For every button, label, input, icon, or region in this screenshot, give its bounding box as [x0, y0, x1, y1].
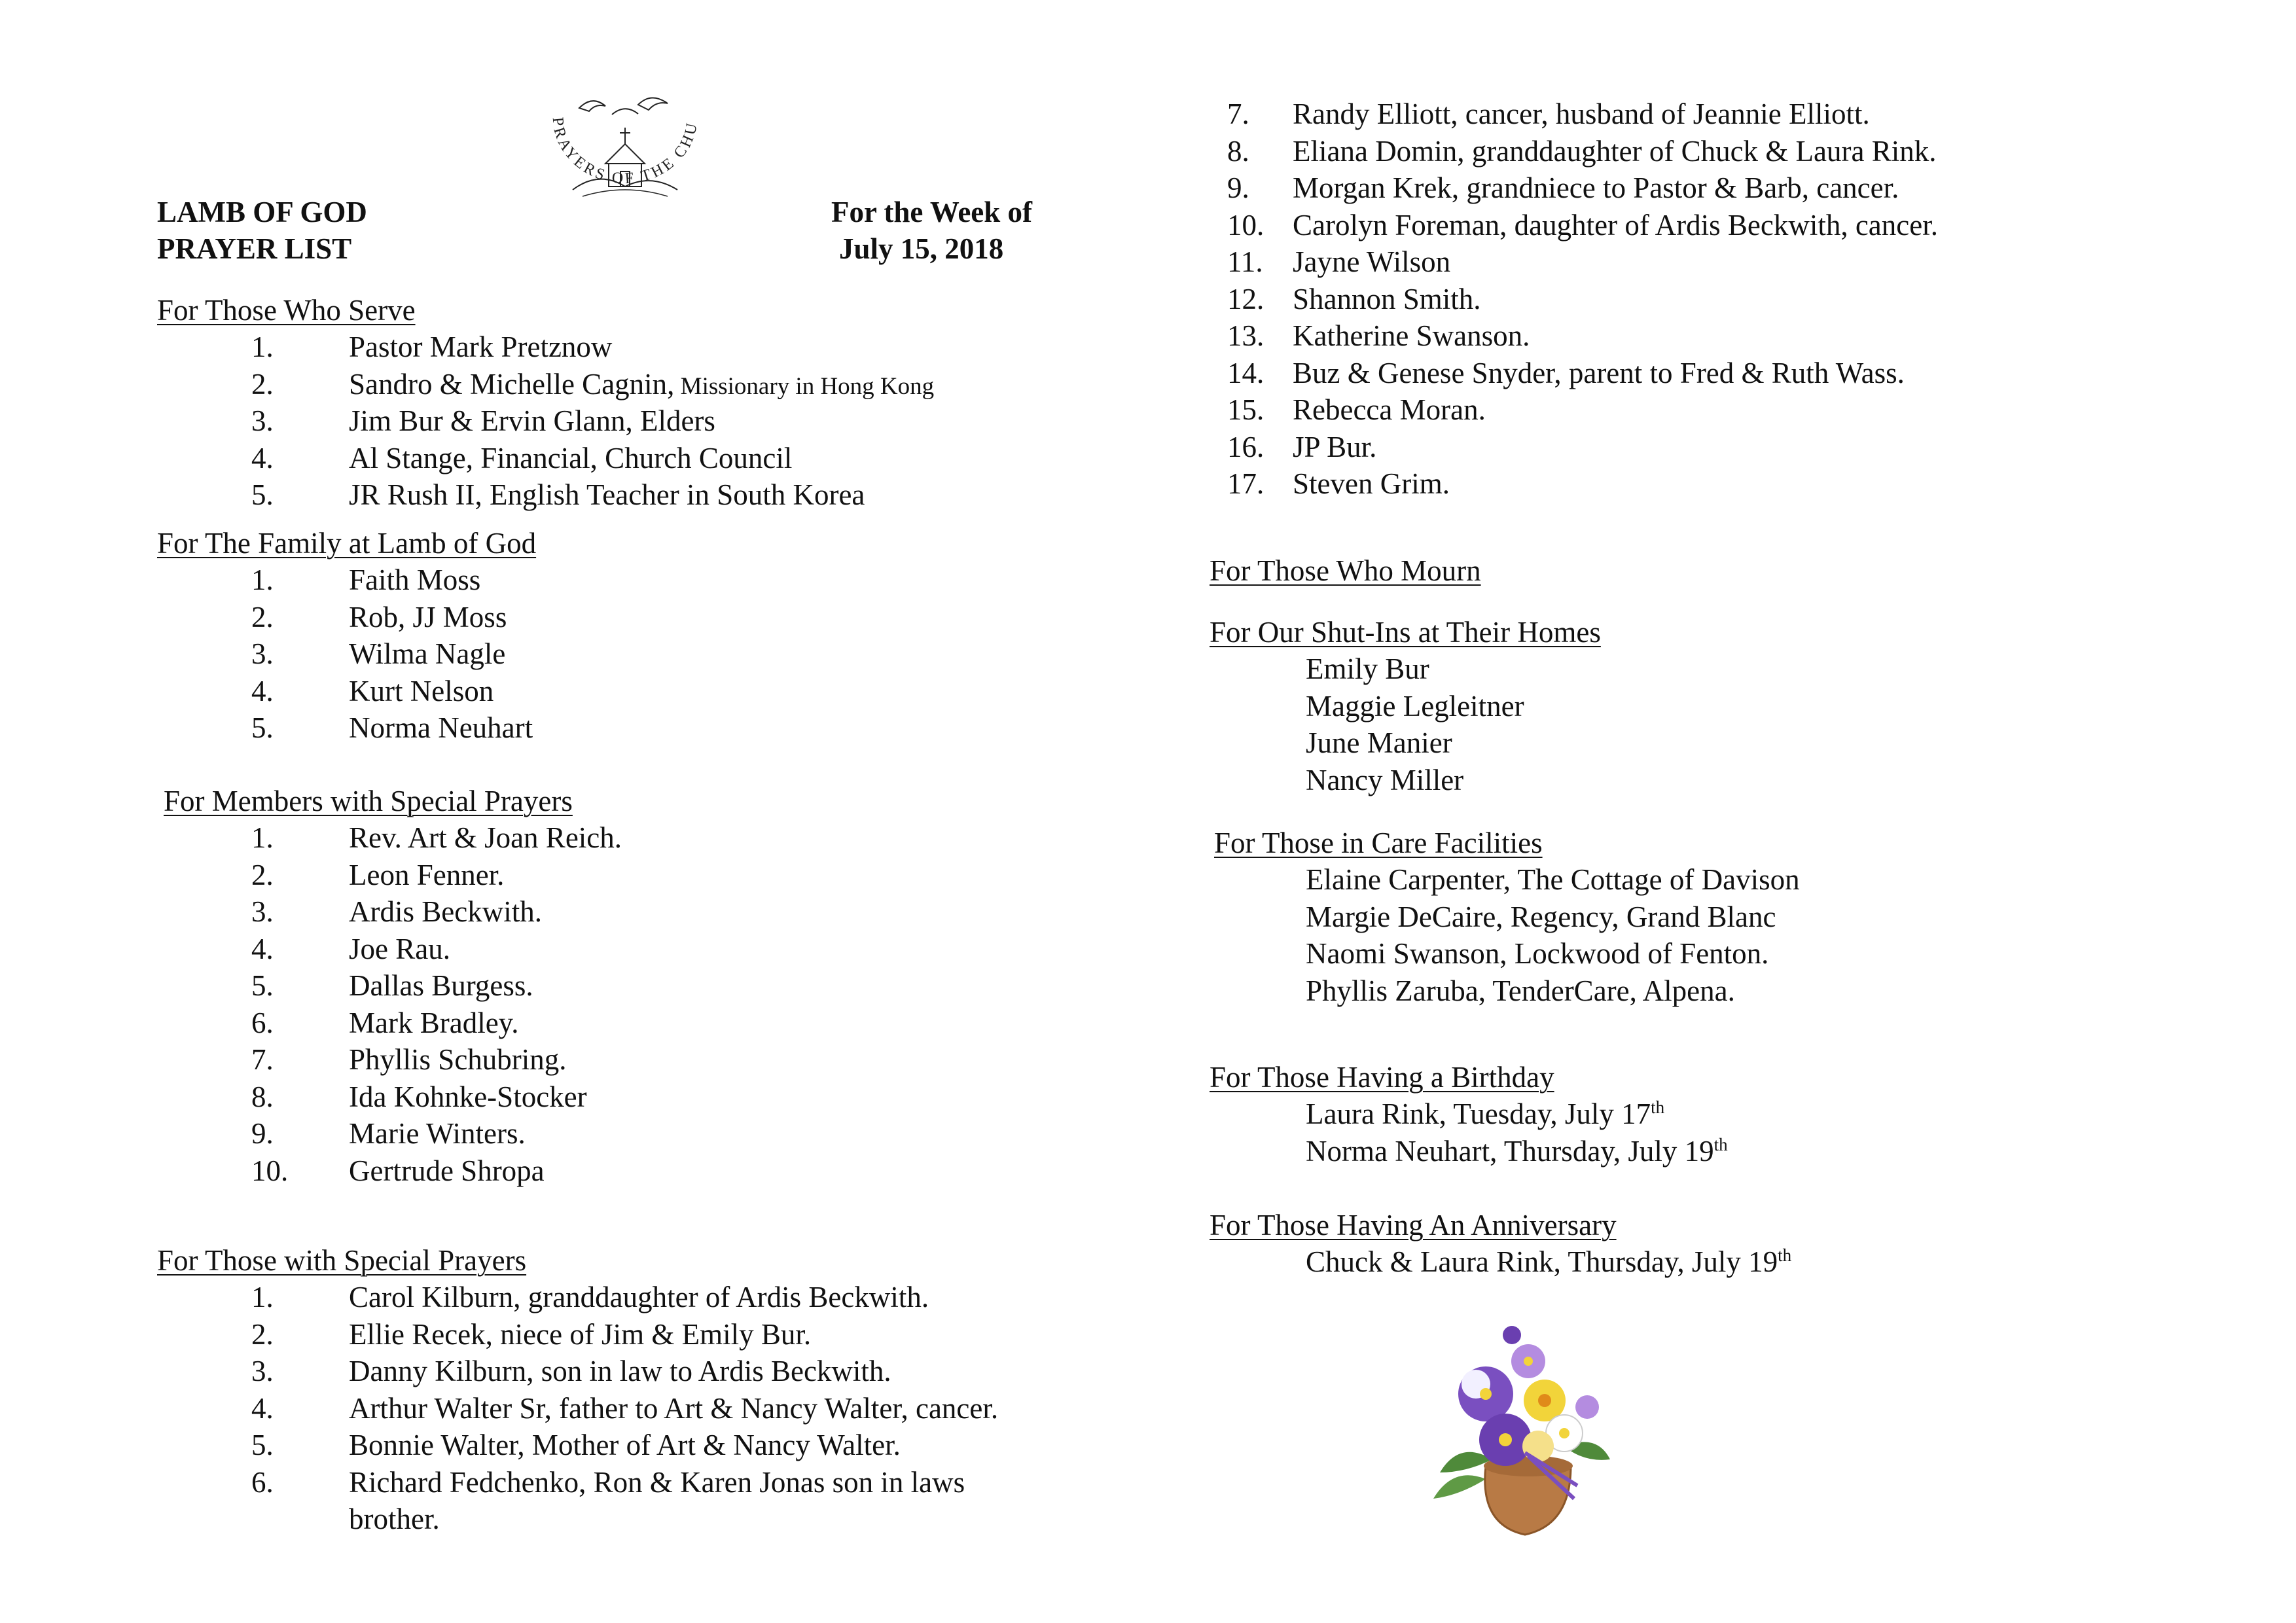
list-item — [349, 673, 493, 709]
list-item: Maggie Legleitner — [1306, 689, 1524, 722]
list-number: 1. — [251, 1281, 274, 1313]
list-item-text: Kurt Nelson — [349, 674, 494, 707]
list-item — [349, 1464, 965, 1501]
list-number: 10. — [1227, 208, 1265, 241]
list-number: 17. — [1227, 467, 1265, 500]
list-number: 5. — [251, 1429, 274, 1461]
list-item-text: Ardis Beckwith. — [349, 895, 542, 928]
list-item — [349, 635, 505, 672]
list-item-text: Mark Bradley. — [349, 1006, 519, 1039]
list-item-text: brother. — [349, 1503, 440, 1535]
list-item-text: Rev. Art & Joan Reich. — [349, 821, 622, 854]
list-number: 8. — [1227, 134, 1249, 168]
list-item — [349, 967, 533, 1004]
list-item — [349, 599, 507, 635]
list-number: 3. — [251, 1355, 274, 1387]
list-item-text: Morgan Krek, grandniece to Pastor & Barb, cancer. — [1293, 171, 1899, 204]
list-item-text: Ellie Recek, niece of Jim & Emily Bur. — [349, 1317, 812, 1351]
list-item-text: Phyllis Schubring. — [349, 1043, 567, 1076]
list-item — [349, 893, 542, 930]
list-item — [349, 440, 792, 476]
list-item — [1306, 1096, 1664, 1132]
list-item — [1306, 1243, 1791, 1280]
list-item: Naomi Swanson, Lockwood of Fenton. — [1306, 937, 1769, 970]
list-number: 4. — [251, 674, 274, 707]
list-number: 7. — [251, 1043, 274, 1076]
ordinal-suffix: th — [1651, 1097, 1665, 1117]
list-item-text: Katherine Swanson. — [1293, 319, 1530, 352]
list-item-text: Buz & Genese Snyder, parent to Fred & Ruth Wass. — [1293, 356, 1905, 389]
list-item — [349, 819, 622, 856]
list-number: 5. — [251, 969, 274, 1002]
list-number: 5. — [251, 478, 274, 511]
list-number: 3. — [251, 895, 274, 928]
list-item-text: Norma Neuhart — [349, 711, 533, 744]
list-item: Margie DeCaire, Regency, Grand Blanc — [1306, 900, 1776, 933]
list-number: 12. — [1227, 282, 1265, 315]
list-number: 11. — [1227, 245, 1263, 278]
list-item — [349, 931, 450, 967]
list-item — [1293, 243, 1450, 280]
list-item: June Manier — [1306, 726, 1452, 759]
list-item — [349, 1079, 587, 1115]
list-item — [349, 1005, 519, 1041]
list-item-text: Dallas Burgess. — [349, 969, 533, 1002]
list-item-note: Missionary in Hong Kong — [674, 372, 935, 400]
list-item-text: Randy Elliott, cancer, husband of Jeannie Elliott. — [1293, 98, 1870, 130]
list-item — [349, 1353, 891, 1389]
list-item-text: Jim Bur & Ervin Glann, Elders — [349, 404, 715, 437]
list-item — [1293, 465, 1450, 502]
list-item — [1293, 169, 1899, 206]
list-item — [1306, 1133, 1728, 1169]
list-number: 1. — [251, 330, 274, 363]
list-number: 13. — [1227, 319, 1265, 352]
list-number: 9. — [251, 1117, 274, 1150]
list-number: 5. — [251, 711, 274, 744]
list-number: 15. — [1227, 393, 1265, 426]
list-item — [1293, 281, 1481, 317]
mourn-heading: For Those Who Mourn — [1210, 554, 1481, 587]
list-item-text: Chuck & Laura Rink, Thursday, July 19 — [1306, 1245, 1778, 1278]
members-heading: For Members with Special Prayers — [164, 785, 573, 817]
list-item — [349, 1115, 526, 1152]
list-number: 16. — [1227, 430, 1265, 463]
list-item: Elaine Carpenter, The Cottage of Davison — [1306, 863, 1800, 896]
list-item-text: Carol Kilburn, granddaughter of Ardis Beckwith. — [349, 1281, 929, 1313]
care-heading: For Those in Care Facilities — [1214, 827, 1543, 859]
list-item-text: Jayne Wilson — [1293, 245, 1451, 278]
list-item — [349, 1316, 811, 1353]
list-item-text: Wilma Nagle — [349, 637, 506, 670]
serve-heading: For Those Who Serve — [157, 294, 416, 327]
list-number: 7. — [1227, 98, 1249, 130]
list-number: 6. — [251, 1465, 274, 1499]
list-item — [349, 1152, 545, 1189]
list-item — [1293, 391, 1486, 428]
list-item-text: Rob, JJ Moss — [349, 600, 507, 633]
list-number: 2. — [251, 858, 274, 891]
list-item-text: Marie Winters. — [349, 1117, 526, 1150]
list-item-text: Norma Neuhart, Thursday, July 19 — [1306, 1134, 1714, 1168]
shutins-heading: For Our Shut-Ins at Their Homes — [1210, 616, 1601, 649]
list-item — [1293, 429, 1376, 465]
list-item-text: JR Rush II, English Teacher in South Korea — [349, 478, 865, 511]
list-number: 4. — [251, 932, 274, 965]
list-item-text: Arthur Walter Sr, father to Art & Nancy Walter, cancer. — [349, 1391, 999, 1425]
list-item-text: Al Stange, Financial, Church Council — [349, 441, 793, 474]
list-item-text: Shannon Smith. — [1293, 282, 1481, 315]
list-number: 4. — [251, 441, 274, 474]
list-item-text: Faith Moss — [349, 563, 481, 596]
family-heading: For The Family at Lamb of God — [157, 527, 537, 560]
list-number: 10. — [251, 1154, 289, 1187]
list-item — [349, 1501, 440, 1537]
list-item-text: Carolyn Foreman, daughter of Ardis Beckwith, cancer. — [1293, 208, 1938, 241]
list-item-text: Pastor Mark Pretznow — [349, 330, 613, 363]
list-item-text: Laura Rink, Tuesday, July 17 — [1306, 1097, 1651, 1130]
list-item-text: Bonnie Walter, Mother of Art & Nancy Walter. — [349, 1429, 901, 1461]
list-item — [349, 366, 934, 405]
list-item — [349, 709, 533, 746]
list-item — [349, 1279, 929, 1315]
list-number: 3. — [251, 637, 274, 670]
list-item: Phyllis Zaruba, TenderCare, Alpena. — [1306, 974, 1735, 1007]
list-number: 6. — [251, 1006, 274, 1039]
list-item-text: Danny Kilburn, son in law to Ardis Beckwith. — [349, 1355, 891, 1387]
list-number: 4. — [251, 1391, 274, 1425]
church-logo-icon — [526, 79, 717, 223]
list-item — [349, 857, 504, 893]
list-item-text: Ida Kohnke-Stocker — [349, 1080, 587, 1113]
list-item-text: Richard Fedchenko, Ron & Karen Jonas son in laws — [349, 1465, 965, 1499]
list-item-text: Gertrude Shropa — [349, 1154, 545, 1187]
list-item-text: Leon Fenner. — [349, 858, 505, 891]
list-item — [349, 402, 715, 439]
list-number: 9. — [1227, 171, 1249, 204]
list-item — [349, 329, 612, 365]
special-heading: For Those with Special Prayers — [157, 1244, 527, 1277]
week-date: July 15, 2018 — [839, 232, 1004, 265]
list-item: Nancy Miller — [1306, 763, 1464, 796]
list-number: 1. — [251, 821, 274, 854]
list-item-text: Sandro & Michelle Cagnin, — [349, 367, 675, 401]
anniversary-heading: For Those Having An Anniversary — [1210, 1209, 1617, 1241]
list-item — [349, 1041, 567, 1078]
title-line-1: LAMB OF GOD — [157, 196, 367, 228]
flower-basket-icon — [1414, 1309, 1623, 1544]
list-number: 2. — [251, 367, 274, 401]
list-number: 14. — [1227, 356, 1265, 389]
week-label: For the Week of — [831, 196, 1033, 228]
birthday-heading: For Those Having a Birthday — [1210, 1061, 1554, 1094]
list-item-text: Steven Grim. — [1293, 467, 1450, 500]
list-number: 2. — [251, 600, 274, 633]
list-item — [1293, 317, 1530, 354]
list-number: 3. — [251, 404, 274, 437]
list-number: 1. — [251, 563, 274, 596]
list-item — [349, 476, 865, 513]
list-item — [349, 1427, 901, 1463]
list-item — [1293, 133, 1937, 169]
list-item-text: Eliana Domin, granddaughter of Chuck & Laura Rink. — [1293, 134, 1937, 168]
list-item-text: Joe Rau. — [349, 932, 450, 965]
list-number: 2. — [251, 1317, 274, 1351]
list-item-text: JP Bur. — [1293, 430, 1377, 463]
title-line-2: PRAYER LIST — [157, 232, 352, 265]
ordinal-suffix: th — [1778, 1245, 1792, 1265]
list-item — [1293, 355, 1905, 391]
list-item-text: Rebecca Moran. — [1293, 393, 1486, 426]
list-item: Emily Bur — [1306, 652, 1429, 685]
list-item — [349, 1390, 998, 1427]
list-item — [349, 562, 480, 598]
svg-text:PRAYERS OF THE CHURCH: PRAYERS OF THE CHURCH — [526, 79, 702, 188]
list-number: 8. — [251, 1080, 274, 1113]
list-item — [1293, 207, 1938, 243]
list-item — [1293, 96, 1870, 132]
ordinal-suffix: th — [1713, 1134, 1728, 1154]
